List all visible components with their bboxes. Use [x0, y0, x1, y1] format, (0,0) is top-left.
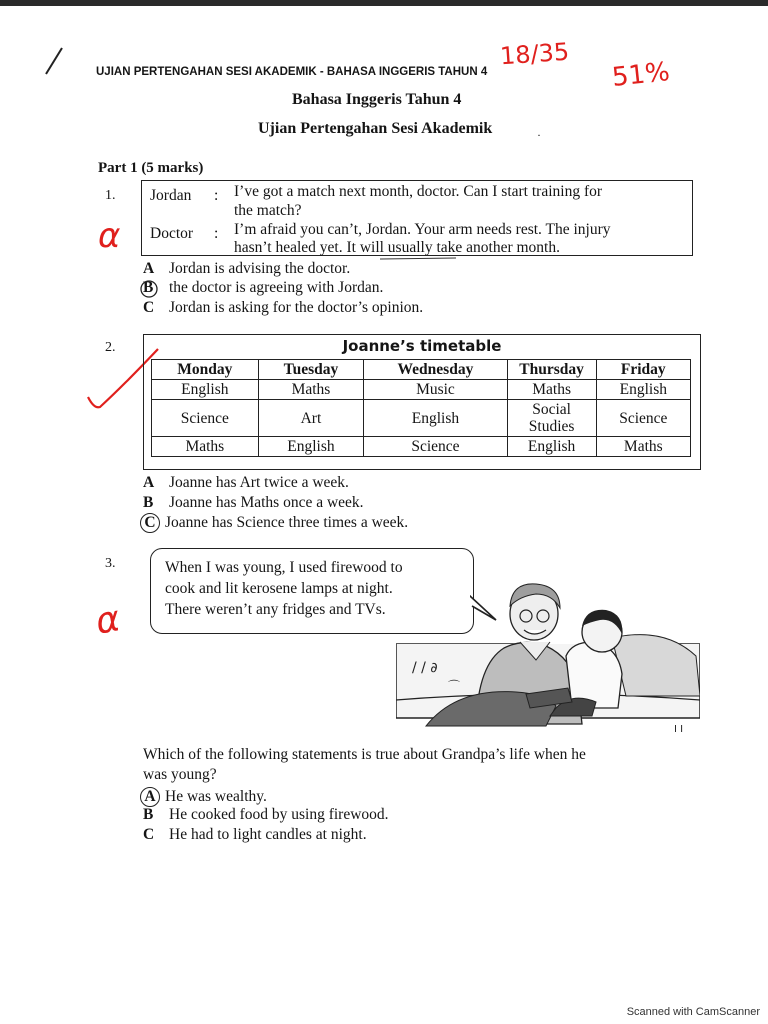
- option-text: the doctor is agreeing with Jordan.: [169, 279, 384, 296]
- timetable-cell: English: [507, 437, 596, 457]
- timetable-cell: Science: [596, 400, 690, 437]
- timetable-cell: Art: [258, 400, 364, 437]
- scanner-watermark: Scanned with CamScanner: [626, 1006, 760, 1018]
- dialogue-line: the match?: [234, 202, 302, 219]
- timetable-cell: Science: [152, 400, 259, 437]
- question-number: 1.: [105, 188, 116, 203]
- timetable-cell: Maths: [258, 380, 364, 400]
- option-b: [143, 806, 389, 824]
- pencil-underline: [378, 256, 458, 262]
- svg-text:⌒: ⌒: [448, 679, 461, 693]
- option-c: [143, 513, 408, 533]
- day-header: Thursday: [507, 360, 596, 380]
- option-text: He had to light candles at night.: [169, 826, 367, 843]
- timetable-cell: English: [258, 437, 364, 457]
- timetable-cell: Music: [364, 380, 507, 400]
- timetable-cell: English: [364, 400, 507, 437]
- option-a: [143, 474, 349, 492]
- percent-mark: 51%: [610, 57, 672, 93]
- bubble-line: cook and lit kerosene lamps at night.: [165, 580, 393, 597]
- option-text: Jordan is asking for the doctor’s opinion.: [169, 299, 424, 316]
- answer-circle-icon: [138, 278, 160, 300]
- day-header: Monday: [152, 360, 259, 380]
- grandpa-illustration: [396, 576, 700, 744]
- svg-text:/ / ∂: / / ∂: [412, 660, 438, 676]
- option-a: [143, 787, 267, 807]
- timetable-title: Joanne’s timetable: [342, 337, 502, 355]
- dialogue-line: I’m afraid you can’t, Jordan. Your arm needs rest. The injury: [234, 221, 611, 238]
- wrong-mark: α: [98, 216, 121, 256]
- timetable-cell: English: [596, 380, 690, 400]
- option-letter: B: [143, 806, 154, 823]
- paper-title: Bahasa Inggeris Tahun 4: [292, 91, 462, 108]
- option-letter: A: [143, 260, 155, 277]
- pencil-mark-icon: [40, 44, 70, 78]
- scan-top-edge: [0, 0, 768, 6]
- timetable-cell: Maths: [596, 437, 690, 457]
- option-text: Joanne has Maths once a week.: [169, 494, 364, 511]
- colon: :: [214, 225, 219, 242]
- dialogue-box: [141, 180, 693, 256]
- question-text: Which of the following statements is true about Grandpa’s life when he: [143, 746, 586, 763]
- option-text: He cooked food by using firewood.: [169, 806, 389, 823]
- day-header: Tuesday: [258, 360, 364, 380]
- option-letter: A: [143, 474, 155, 491]
- dialogue-line: I’ve got a match next month, doctor. Can I start training for: [234, 183, 603, 200]
- timetable-cell: Maths: [507, 380, 596, 400]
- bubble-line: When I was young, I used firewood to: [165, 559, 403, 576]
- bubble-line: There weren’t any fridges and TVs.: [165, 601, 386, 618]
- timetable-cell: Science: [364, 437, 507, 457]
- option-text: Joanne has Science three times a week.: [165, 514, 409, 531]
- option-text: Joanne has Art twice a week.: [169, 474, 349, 491]
- colon: :: [214, 187, 219, 204]
- question-number: 2.: [105, 340, 116, 355]
- option-a: [143, 260, 350, 278]
- option-letter: B: [143, 494, 154, 511]
- option-b: [143, 494, 364, 512]
- timetable-cell: Social Studies: [507, 400, 596, 437]
- exam-header-line: UJIAN PERTENGAHAN SESI AKADEMIK - BAHASA INGGERIS TAHUN 4: [96, 66, 488, 78]
- option-c: [143, 299, 423, 317]
- part-heading: Part 1 (5 marks): [98, 160, 204, 176]
- option-text: Jordan is advising the doctor.: [169, 260, 351, 277]
- dialogue-line: hasn’t healed yet. It will usually take another month.: [234, 239, 560, 256]
- option-c: [143, 826, 367, 844]
- score-mark: 18/35: [499, 37, 571, 71]
- wrong-mark: α: [92, 598, 124, 643]
- timetable: [151, 359, 691, 457]
- day-header: Friday: [596, 360, 690, 380]
- option-letter: C: [143, 299, 155, 316]
- day-header: Wednesday: [364, 360, 507, 380]
- timetable-cell: English: [152, 380, 259, 400]
- option-b: [143, 279, 383, 297]
- question-text: was young?: [143, 766, 217, 783]
- timetable-cell: Maths: [152, 437, 259, 457]
- option-letter: B: [143, 279, 154, 296]
- timetable-box: [143, 334, 701, 470]
- paper-subtitle: Ujian Pertengahan Sesi Akademik: [258, 120, 493, 137]
- answer-circle: A: [140, 787, 160, 807]
- answer-circle: C: [140, 513, 160, 533]
- option-letter: C: [143, 826, 155, 843]
- speaker-doctor: Doctor: [150, 225, 194, 242]
- stray-dot: ·: [537, 128, 541, 142]
- question-number: 3.: [105, 556, 116, 571]
- svg-text:I I: I I: [674, 724, 684, 735]
- speaker-jordan: Jordan: [150, 187, 192, 204]
- option-text: He was wealthy.: [165, 788, 267, 805]
